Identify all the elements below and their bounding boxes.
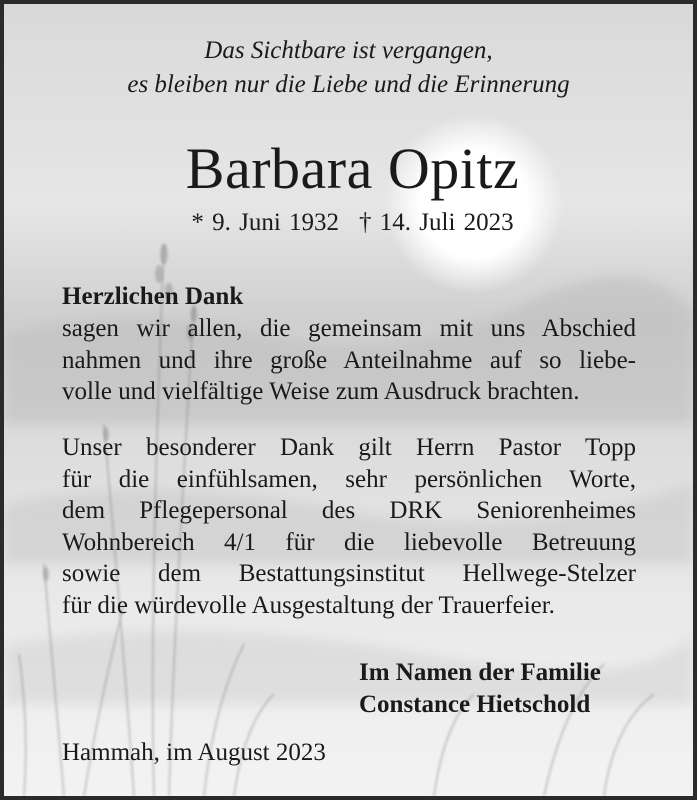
text-line: sowie dem Bestattungsinstitut Hellwege-Stelzer bbox=[62, 560, 636, 587]
text-line: für die würdevolle Ausgestaltung der Trauerfeier. bbox=[62, 591, 555, 619]
signature-line-1: Im Namen der Familie bbox=[359, 659, 601, 686]
motto-line-2: es bleiben nur die Liebe und die Erinnerung bbox=[127, 71, 570, 98]
deceased-name: Barbara Opitz bbox=[185, 136, 520, 201]
motto-line-1: Das Sichtbare ist vergangen, bbox=[204, 37, 493, 64]
text-line: nahmen und ihre große Anteilnahme auf so liebe- bbox=[62, 346, 636, 374]
text-line: dem Pflegepersonal des DRK Seniorenheimes bbox=[62, 497, 636, 524]
life-dates bbox=[4, 208, 697, 238]
text-line: Wohnbereich 4/1 für die liebevolle Betreuung bbox=[62, 528, 636, 556]
thanks-heading: Herzlichen Dank bbox=[62, 283, 244, 310]
text-line: sagen wir allen, die gemeinsam mit uns Abschied bbox=[62, 315, 636, 342]
birth-date: * 9. Juni 1932 bbox=[191, 209, 340, 236]
death-date: † 14. Juli 2023 bbox=[359, 209, 514, 236]
text-line: für die einfühlsamen, sehr persönlichen Worte, bbox=[62, 465, 636, 493]
thanks-paragraph-1 bbox=[62, 313, 636, 408]
notice-content bbox=[4, 4, 693, 796]
text-line: volle und vielfältige Weise zum Ausdruck brachten. bbox=[62, 378, 580, 405]
text-line: Unser besonderer Dank gilt Herrn Pastor Topp bbox=[62, 434, 636, 461]
place-and-date: Hammah, im August 2023 bbox=[62, 739, 326, 766]
signature-line-2: Constance Hietschold bbox=[359, 691, 591, 718]
thanks-paragraph-2 bbox=[62, 432, 636, 621]
